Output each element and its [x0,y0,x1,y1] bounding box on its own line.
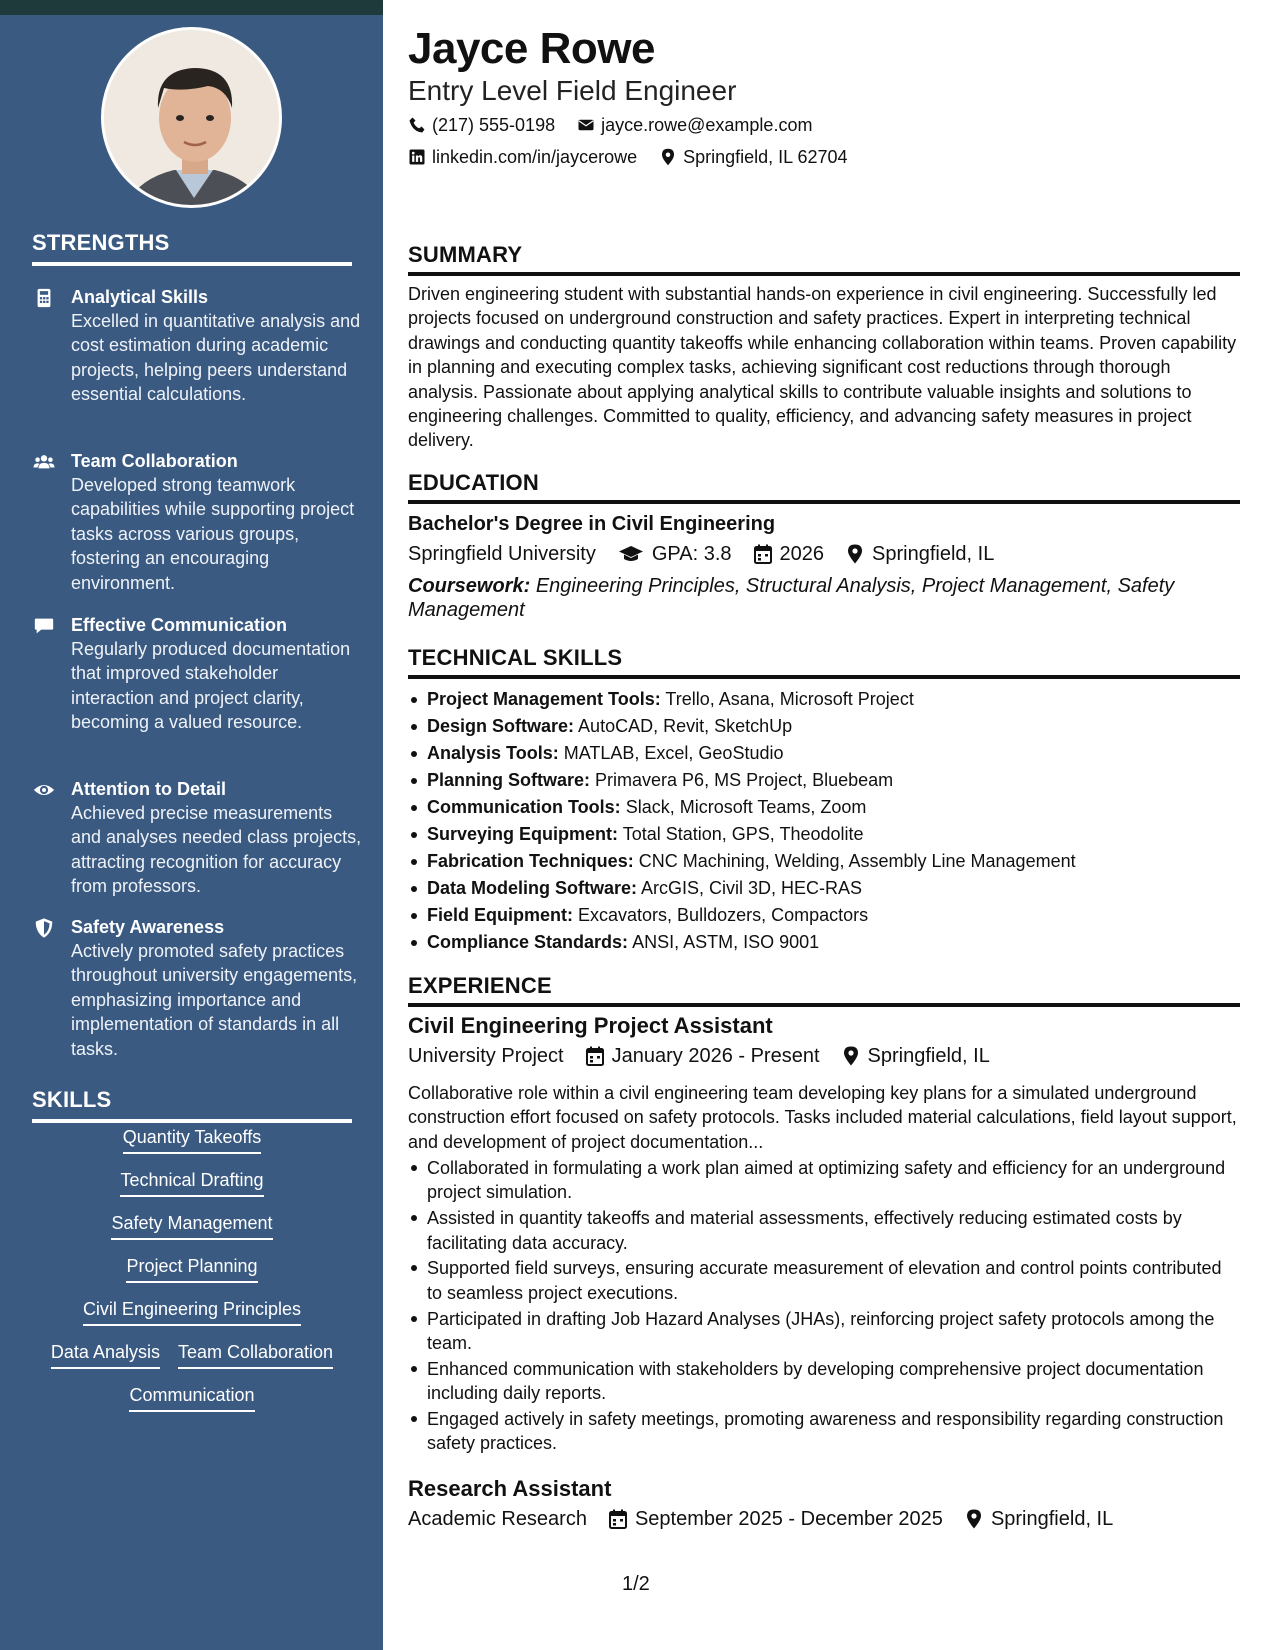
list-item: Project Management Tools: Trello, Asana, Microsoft Project [408,686,1240,713]
job-dates: January 2026 - Present [611,1045,820,1067]
skill-tag: Communication [129,1383,254,1412]
skill-tag: Technical Drafting [120,1168,263,1197]
job-title: Research Assistant [408,1476,612,1501]
skill-tag: Data Analysis [51,1340,160,1369]
skill-tag: Safety Management [111,1211,272,1240]
eye-icon [32,779,56,801]
summary-text: Driven engineering student with substantial hands-on experience in civil engineering. Successfully led projects focused on underground construction and safety practices. Expert in interpreting technical drawings and conducting quantity takeoffs while enhancing collaboration within teams. Proven capability in planning and executing complex tasks, achieving significant cost reductions through thorough analysis. Passionate about applying analytical skills to contribute valuable insights and solutions to engineering challenges. Committed to quality, efficiency, and advancing safety measures in project delivery. [408,284,1237,451]
linkedin-icon [408,148,426,166]
strength-title: Team Collaboration [71,451,238,471]
list-item: Fabrication Techniques: CNC Machining, Welding, Assembly Line Management [408,848,1240,875]
calculator-icon [32,287,56,309]
list-item: Design Software: AutoCAD, Revit, SketchUp [408,713,1240,740]
strength-item [32,613,362,735]
skill-tag: Project Planning [126,1254,257,1283]
shield-icon [32,917,56,939]
education-meta [408,541,994,567]
location-text: Springfield, IL 62704 [683,147,848,167]
coursework-label: Coursework: [408,575,531,597]
map-marker-icon [842,1046,860,1066]
envelope-icon [577,116,595,134]
strength-description: Regularly produced documentation that improved stakeholder interaction and project clarity, becoming a valued resource. [71,639,351,733]
email-address: jayce.rowe@example.com [601,115,813,135]
comment-icon [32,615,56,637]
education-heading: EDUCATION [408,470,1240,504]
summary-heading: SUMMARY [408,242,1240,276]
job-organization: University Project [408,1045,564,1067]
list-item: Assisted in quantity takeoffs and material assessments, effectively reducing estimated costs by facilitating data accuracy. [408,1206,1240,1255]
job-location: Springfield, IL [867,1045,990,1067]
list-item: Data Modeling Software: ArcGIS, Civil 3D, HEC-RAS [408,875,1240,902]
list-item: Supported field surveys, ensuring accurate measurement of elevation and control points contributed to seamless project executions. [408,1256,1240,1305]
list-item: Collaborated in formulating a work plan aimed at optimizing safety and efficiency for an underground project simulation. [408,1156,1240,1205]
coursework [408,574,1208,622]
linkedin-link[interactable]: linkedin.com/in/jaycerowe [432,147,638,167]
job-description: Collaborative role within a civil engineering team developing key plans for a simulated underground construction effort focused on safety protocols. Tasks included material calculations, field layout support, and development of project documentation... [408,1083,1237,1152]
phone-number: (217) 555-0198 [432,115,556,135]
contact-row [408,145,848,169]
skills-heading: SKILLS [32,1087,352,1123]
strength-item [32,285,362,407]
map-marker-icon [659,148,677,166]
coursework-text: Engineering Principles, Structural Analysis, Project Management, Safety Management [408,575,1175,621]
graduation-year: 2026 [779,543,825,565]
skills-list [32,1125,352,1412]
list-item: Participated in drafting Job Hazard Analyses (JHAs), reinforcing project safety protocols among the team. [408,1307,1240,1356]
skill-tag: Team Collaboration [178,1340,333,1369]
strength-description: Developed strong teamwork capabilities while supporting project tasks across various groups, fostering an encouraging environment. [71,475,355,593]
strength-title: Attention to Detail [71,779,226,799]
person-title: Entry Level Field Engineer [408,75,737,106]
skill-tag: Civil Engineering Principles [83,1297,301,1326]
graduation-cap-icon [618,544,644,564]
list-item: Engaged actively in safety meetings, promoting awareness and responsibility regarding construction safety practices. [408,1407,1240,1456]
job-title: Civil Engineering Project Assistant [408,1013,773,1038]
calendar-icon [754,544,772,564]
job-bullets [408,1156,1240,1457]
list-item: Planning Software: Primavera P6, MS Project, Bluebeam [408,767,1240,794]
job-dates: September 2025 - December 2025 [634,1508,943,1530]
profile-photo [101,27,282,208]
job-organization: Academic Research [408,1508,587,1530]
technical-skills-list [408,686,1240,956]
calendar-icon [609,1509,627,1529]
list-item: Analysis Tools: MATLAB, Excel, GeoStudio [408,740,1240,767]
job-location: Springfield, IL [990,1508,1114,1530]
person-name: Jayce Rowe [408,24,655,73]
strength-description: Achieved precise measurements and analyses needed class projects, attracting recognition for accuracy from professors. [71,803,362,897]
strength-description: Excelled in quantitative analysis and cost estimation during academic projects, helping peers understand essential calculations. [71,311,361,405]
strength-item [32,777,362,899]
school-name: Springfield University [408,543,596,565]
sidebar [0,0,383,1650]
strength-item [32,915,362,1061]
strength-title: Effective Communication [71,615,288,635]
skill-tag: Quantity Takeoffs [123,1125,261,1154]
experience-heading: EXPERIENCE [408,973,1240,1007]
list-item: Compliance Standards: ANSI, ASTM, ISO 9001 [408,929,1240,956]
list-item: Field Equipment: Excavators, Bulldozers, Compactors [408,902,1240,929]
strength-title: Analytical Skills [71,287,209,307]
school-location: Springfield, IL [872,543,995,565]
contact-row [408,113,812,137]
calendar-icon [586,1046,604,1066]
job-meta [408,1506,1113,1532]
list-item: Communication Tools: Slack, Microsoft Teams, Zoom [408,794,1240,821]
users-icon [32,451,56,473]
strength-title: Safety Awareness [71,917,225,937]
gpa-text: GPA: 3.8 [651,543,732,565]
map-marker-icon [846,544,864,564]
strength-item [32,449,362,595]
degree-title: Bachelor's Degree in Civil Engineering [408,513,776,535]
top-accent-strip [0,0,383,15]
technical-skills-heading: TECHNICAL SKILLS [408,645,1240,679]
strength-description: Actively promoted safety practices throughout university engagements, emphasizing importance and implementation of standards in all tasks. [71,941,358,1059]
page-number: 1/2 [622,1573,650,1595]
strengths-heading: STRENGTHS [32,230,352,266]
map-marker-icon [965,1509,983,1529]
list-item: Enhanced communication with stakeholders by developing comprehensive project documentation including daily reports. [408,1357,1240,1406]
job-meta [408,1043,990,1069]
list-item: Surveying Equipment: Total Station, GPS, Theodolite [408,821,1240,848]
phone-icon [408,116,426,134]
